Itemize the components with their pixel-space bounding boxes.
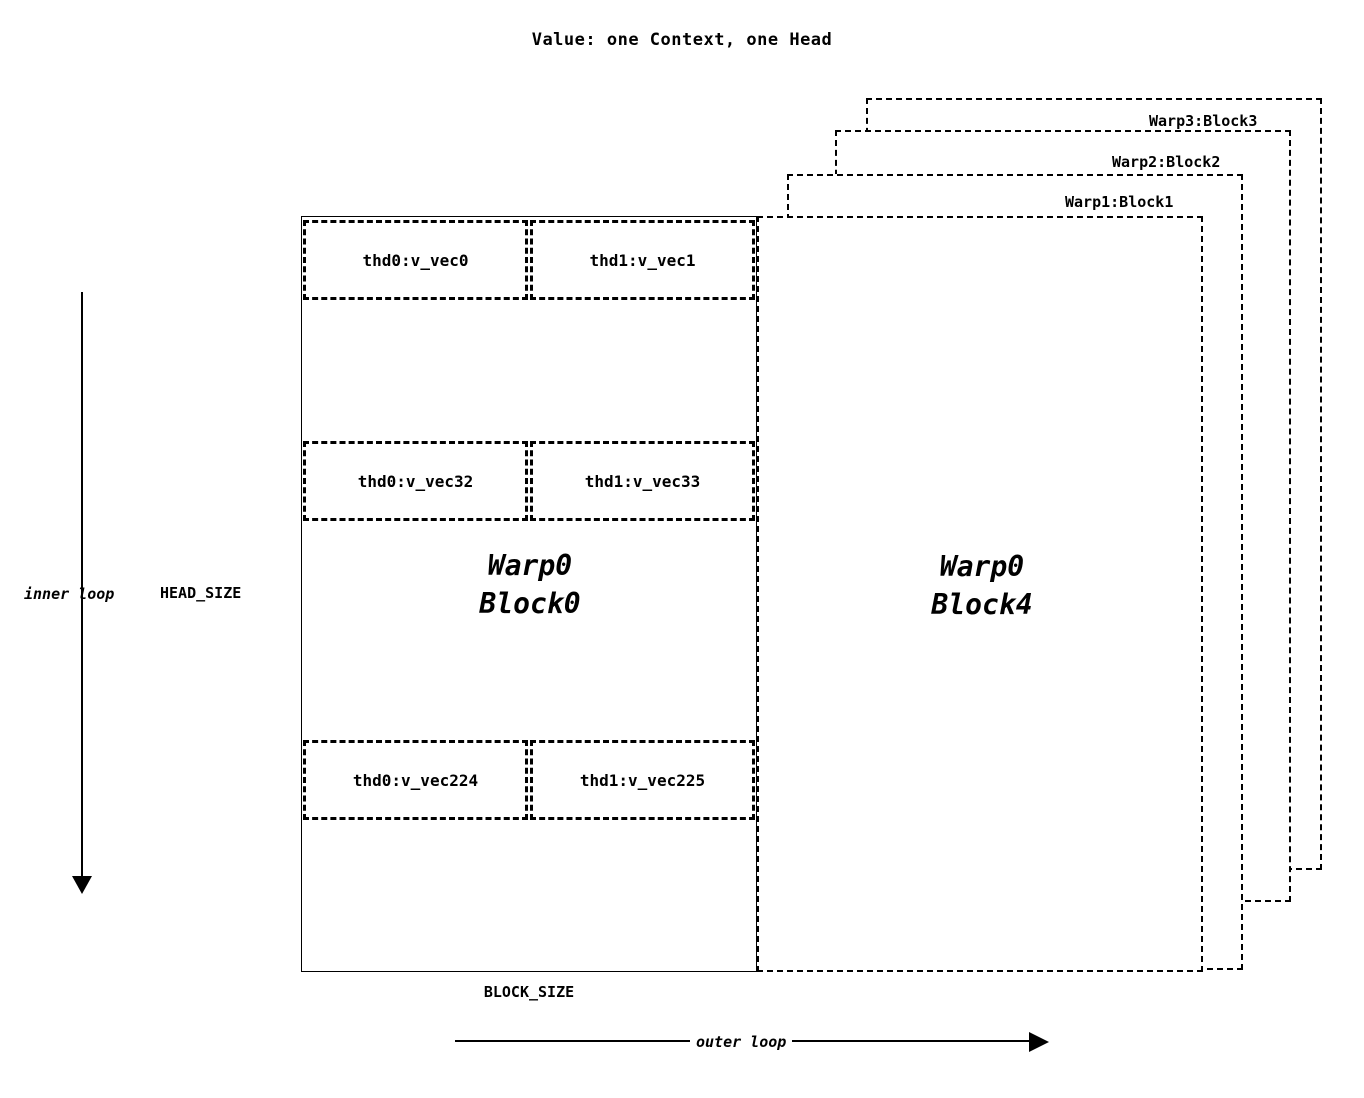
block4-label (759, 548, 1205, 624)
block4-label-line1: Warp0 (939, 550, 1025, 583)
block-warp0-block0 (301, 216, 757, 972)
thread-cell-row (303, 740, 755, 820)
inner-loop-arrow-head-icon (72, 876, 92, 894)
block0-label-line1: Warp0 (487, 549, 573, 582)
block4-label-line2: Block4 (931, 587, 1033, 621)
thread-cell-row (303, 441, 755, 521)
diagram-title: Value: one Context, one Head (531, 30, 833, 50)
thread-cell: thd1:v_vec225 (530, 740, 755, 820)
block0-label (302, 547, 758, 623)
thread-cell: thd1:v_vec1 (530, 220, 755, 300)
outer-loop-label: outer loop (690, 1033, 792, 1051)
block0-label-line2: Block0 (479, 586, 581, 620)
block-size-label: BLOCK_SIZE (483, 983, 575, 1001)
block-warp0-block4 (757, 216, 1203, 972)
thread-cell: thd1:v_vec33 (530, 441, 755, 521)
stacked-block-3-label: Warp3:Block3 (1149, 112, 1258, 130)
thread-cell: thd0:v_vec32 (303, 441, 528, 521)
inner-loop-label: inner loop (24, 585, 115, 603)
head-size-label: HEAD_SIZE (160, 584, 242, 602)
stacked-block-2-label: Warp2:Block2 (1112, 153, 1221, 171)
outer-loop-arrow-head-icon (1029, 1032, 1049, 1052)
thread-cell: thd0:v_vec224 (303, 740, 528, 820)
stacked-block-1-label: Warp1:Block1 (1065, 193, 1174, 211)
thread-cell-row (303, 220, 755, 300)
thread-cell: thd0:v_vec0 (303, 220, 528, 300)
